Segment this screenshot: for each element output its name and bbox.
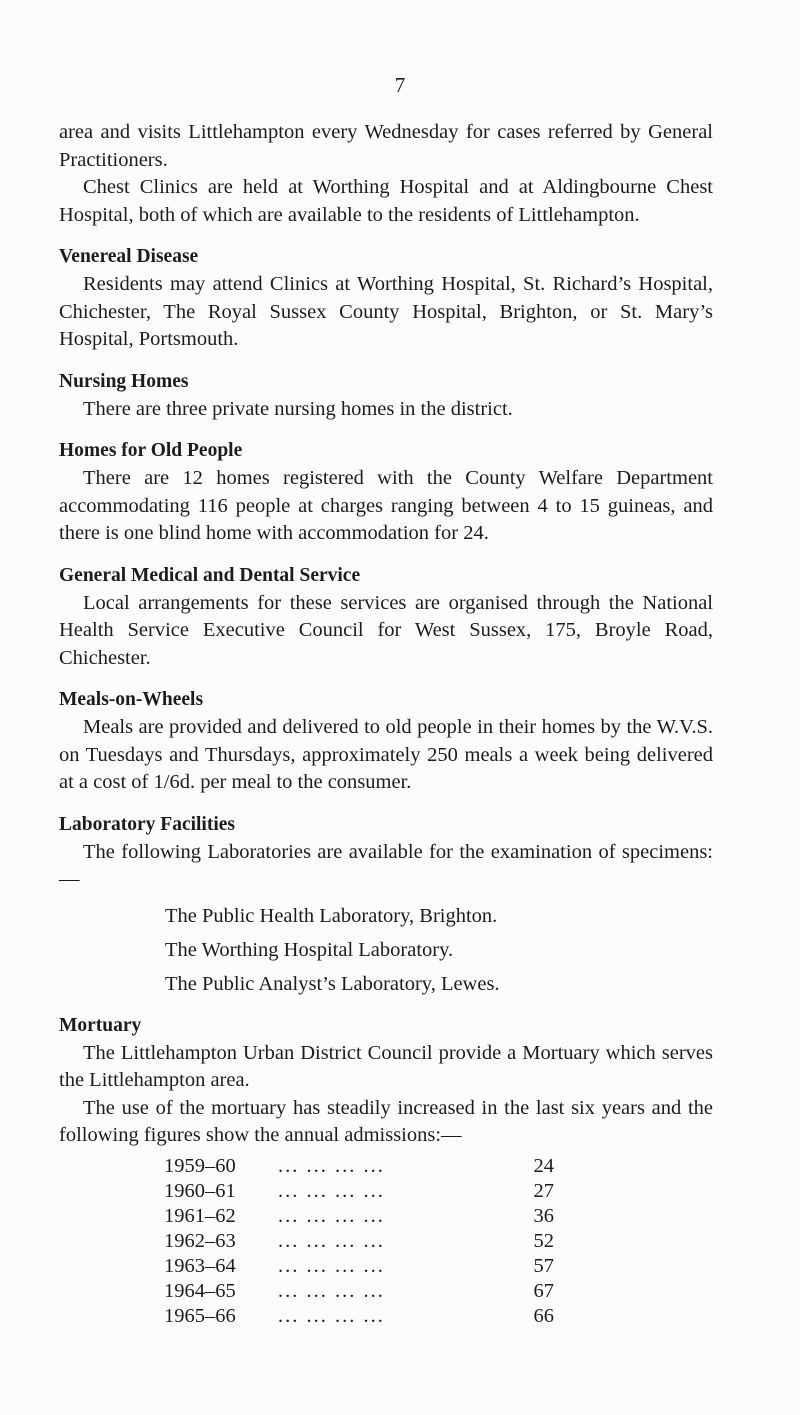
admission-count: 66 (533, 1304, 554, 1327)
admission-year: 1963–64 (164, 1254, 236, 1277)
section-paragraph: The following Laboratories are available for the examination of specimens:— (59, 840, 713, 890)
admission-year: 1962–63 (164, 1229, 236, 1252)
admission-year: 1960–61 (164, 1179, 236, 1202)
admission-year: 1959–60 (164, 1154, 236, 1177)
admission-year: 1965–66 (164, 1304, 236, 1327)
admission-count: 27 (533, 1179, 554, 1202)
leader-dots: ... ... ... ... (278, 1179, 385, 1202)
laboratory-list-item: The Worthing Hospital Laboratory. (165, 938, 454, 961)
section-heading-meals-on-wheels: Meals-on-Wheels (59, 689, 204, 710)
intro-paragraph: area and visits Littlehampton every Wednesday for cases referred by General Practitioners. (59, 121, 713, 171)
page-content (59, 119, 713, 1329)
section-paragraph: Residents may attend Clinics at Worthing Hospital, St. Richard’s Hospital, Chichester, The Royal Sussex County Hospital, Brighton, or St. Mary’s Hospital, Portsmouth. (59, 273, 713, 350)
table-row (59, 1229, 554, 1254)
leader-dots: ... ... ... ... (278, 1204, 385, 1227)
table-row (59, 1154, 554, 1179)
section-heading-mortuary: Mortuary (59, 1014, 142, 1036)
admission-count: 67 (533, 1279, 554, 1302)
leader-dots: ... ... ... ... (278, 1304, 385, 1327)
admission-year: 1964–65 (164, 1279, 236, 1302)
leader-dots: ... ... ... ... (278, 1229, 385, 1252)
table-row (59, 1254, 554, 1279)
table-row (59, 1279, 554, 1304)
mortuary-admissions-table (59, 1154, 554, 1329)
leader-dots: ... ... ... ... (278, 1254, 385, 1277)
admission-count: 52 (533, 1229, 554, 1252)
laboratory-list-item: The Public Analyst’s Laboratory, Lewes. (165, 972, 500, 995)
page-number: 7 (394, 73, 406, 97)
section-paragraph: Meals are provided and delivered to old people in their homes by the W.V.S. on Tuesdays and Thursdays, approximately 250 meals a week being delivered at a cost of 1/6d. per meal to the consumer. (59, 716, 713, 793)
laboratory-list (59, 902, 713, 998)
section-paragraph: Local arrangements for these services are organised through the National Health Service Executive Council for West Sussex, 175, Broyle Road, Chichester. (59, 591, 713, 669)
section-heading-homes-for-old-people: Homes for Old People (59, 440, 243, 461)
admission-year: 1961–62 (164, 1204, 236, 1227)
section-paragraph: The use of the mortuary has steadily increased in the last six years and the following figures show the annual admissions:— (59, 1096, 713, 1146)
admission-count: 24 (533, 1154, 554, 1177)
section-paragraph: There are 12 homes registered with the County Welfare Department accommodating 116 people at charges ranging between 4 to 15 guineas, and there is one blind home with accommodation for 24. (59, 467, 713, 544)
laboratory-list-item: The Public Health Laboratory, Brighton. (165, 904, 498, 927)
table-row (59, 1204, 554, 1229)
table-row (59, 1179, 554, 1204)
section-heading-nursing-homes: Nursing Homes (59, 370, 189, 392)
leader-dots: ... ... ... ... (278, 1154, 385, 1177)
section-paragraph: There are three private nursing homes in the district. (83, 397, 513, 420)
table-row (59, 1304, 554, 1329)
section-heading-general-medical-dental: General Medical and Dental Service (59, 564, 361, 586)
admission-count: 36 (533, 1204, 554, 1227)
intro-paragraph: Chest Clinics are held at Worthing Hospital and at Aldingbourne Chest Hospital, both of which are available to the residents of Littlehampton. (59, 176, 713, 226)
admission-count: 57 (533, 1254, 554, 1277)
section-heading-venereal-disease: Venereal Disease (59, 246, 199, 267)
leader-dots: ... ... ... ... (278, 1279, 385, 1302)
section-heading-laboratory-facilities: Laboratory Facilities (59, 813, 236, 835)
section-paragraph: The Littlehampton Urban District Council provide a Mortuary which serves the Littlehampton area. (59, 1041, 713, 1091)
